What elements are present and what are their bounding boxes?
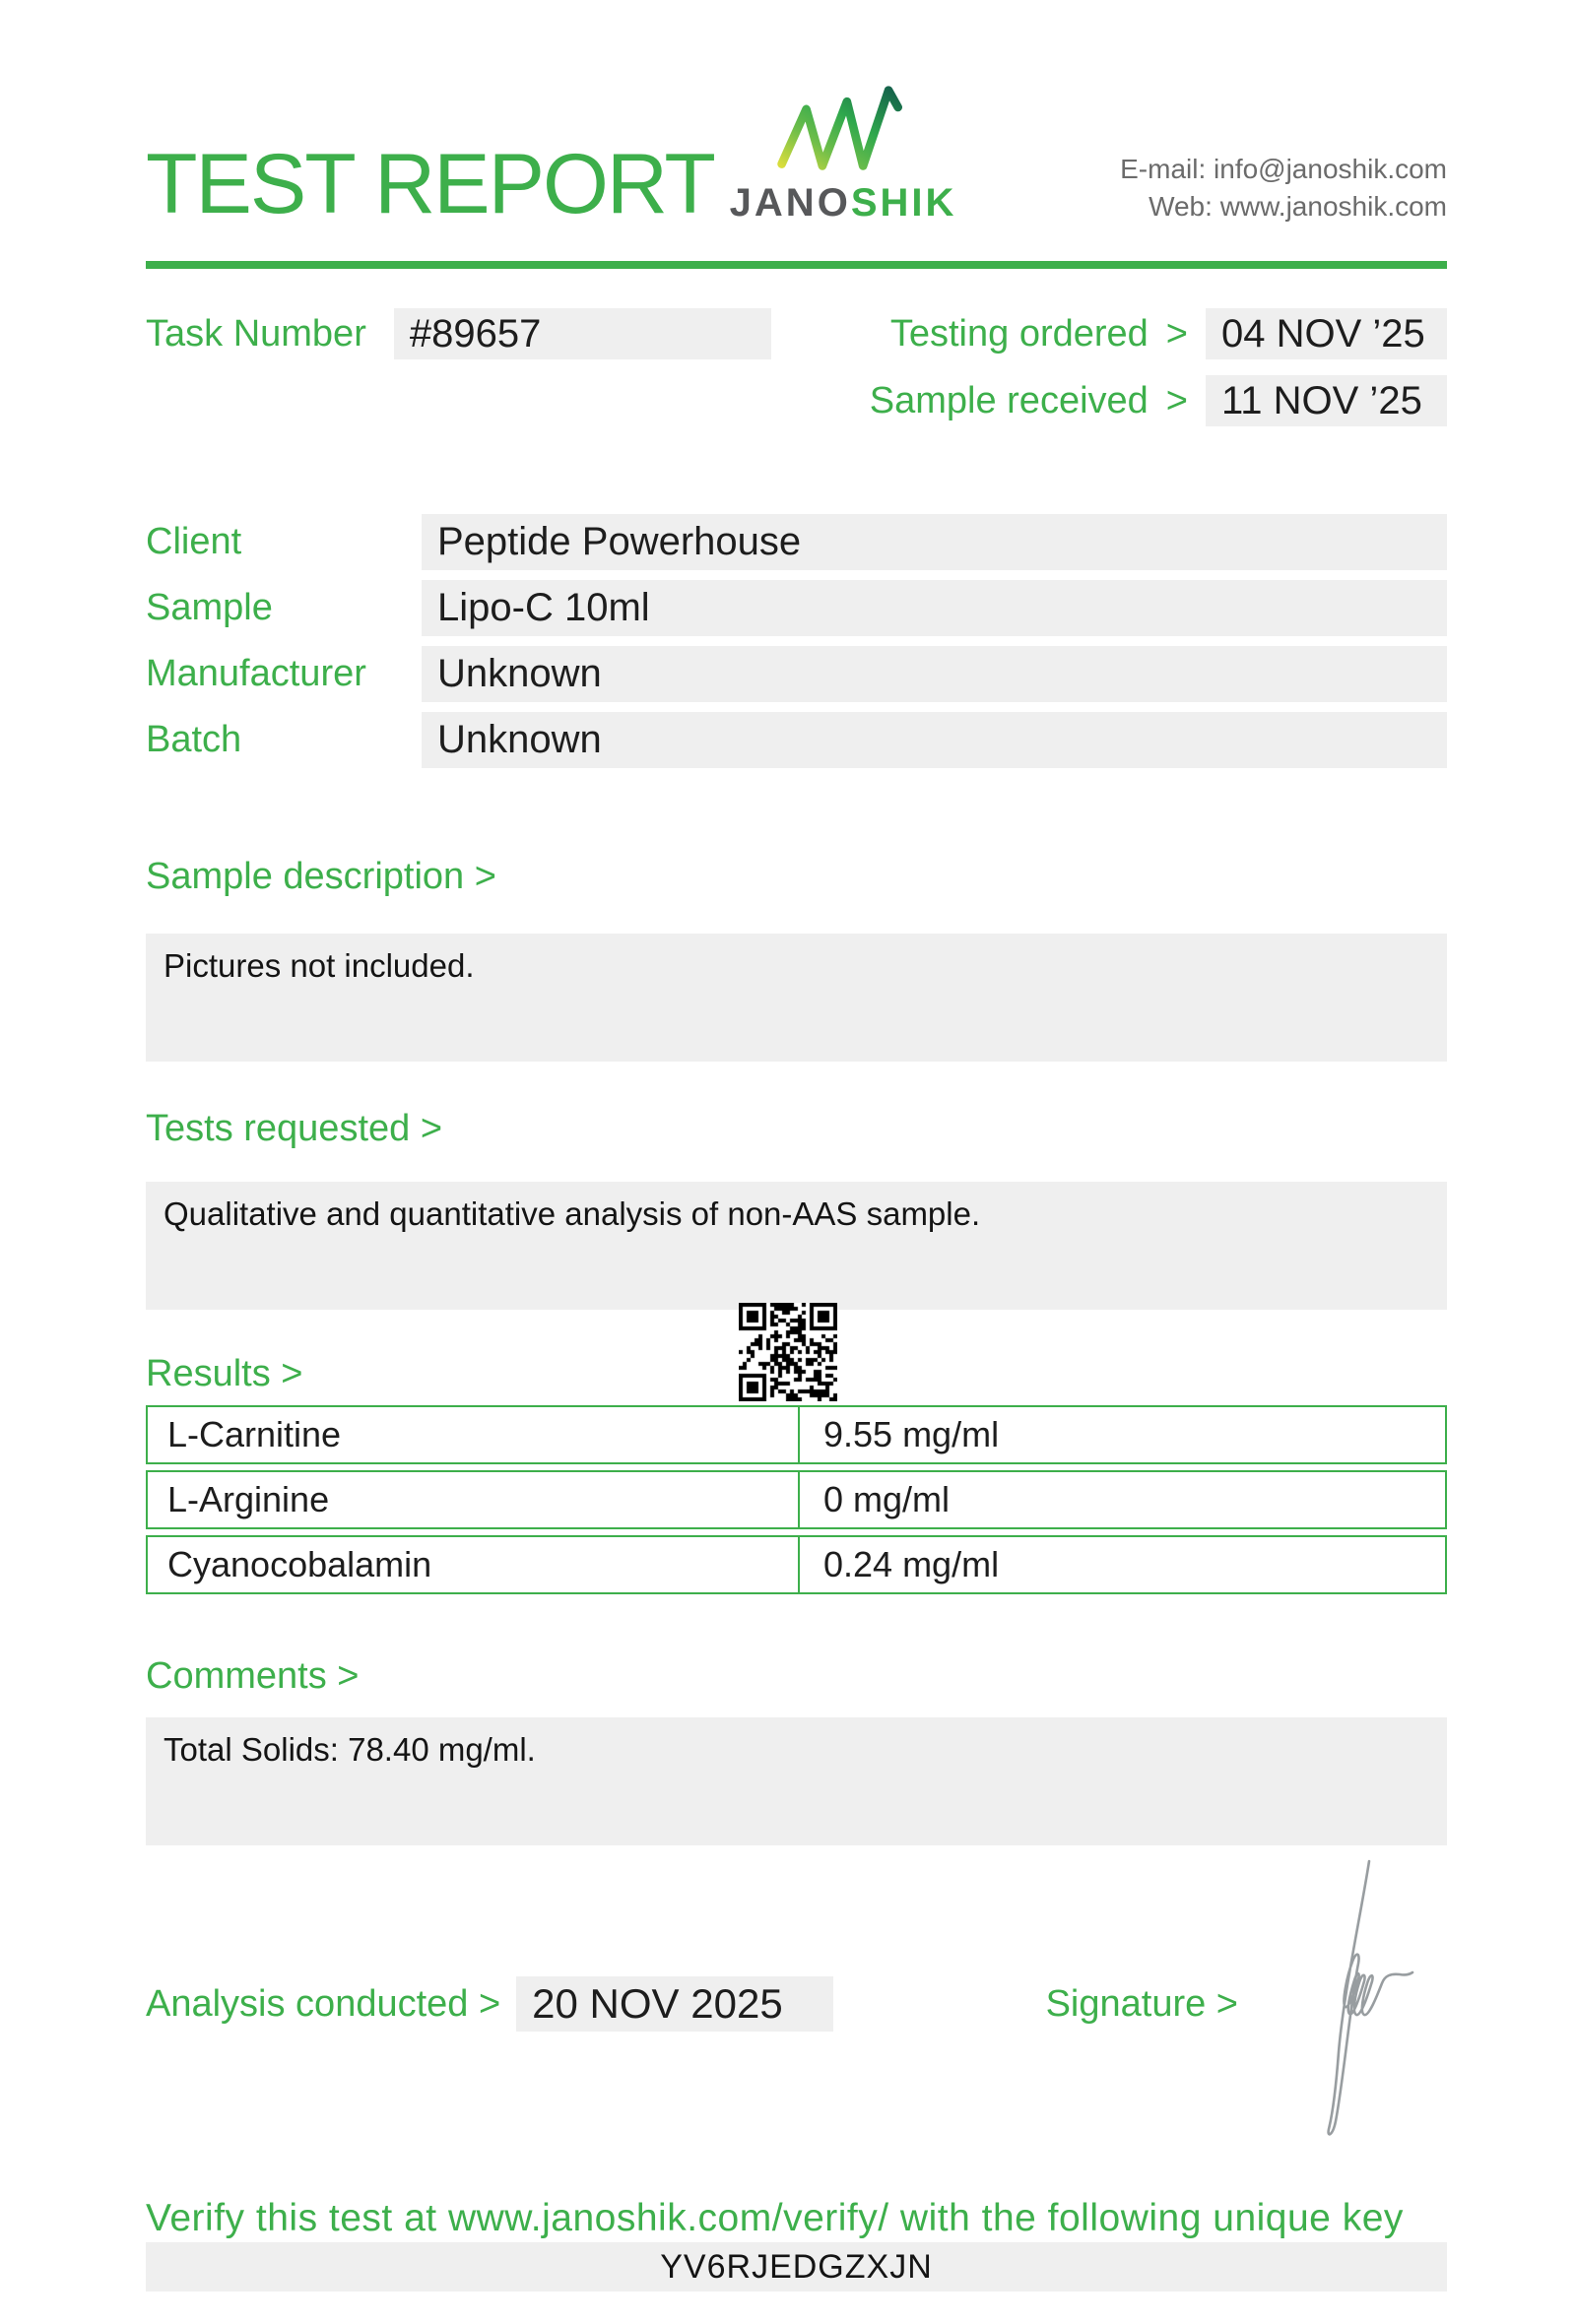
dates-block xyxy=(870,308,1447,426)
batch-value: Unknown xyxy=(422,712,1447,768)
analysis-conducted-label: Analysis conducted > xyxy=(146,1982,501,2025)
sample-received-label: Sample received xyxy=(869,379,1149,421)
results-table xyxy=(146,1405,1447,1594)
table-row xyxy=(146,1470,1447,1529)
contact-email: E-mail: info@janoshik.com xyxy=(1120,154,1447,185)
sample-value: Lipo-C 10ml xyxy=(422,580,1447,636)
tests-requested-body: Qualitative and quantitative analysis of non-AAS sample. xyxy=(146,1182,1447,1310)
client-value: Peptide Powerhouse xyxy=(422,514,1447,570)
testing-ordered-label: Testing ordered xyxy=(889,312,1149,355)
results-heading: Results > xyxy=(146,1353,303,1394)
page-title: TEST REPORT xyxy=(146,137,714,232)
sample-details xyxy=(146,514,1447,768)
comments-heading: Comments > xyxy=(146,1655,360,1697)
client-label: Client xyxy=(146,521,242,562)
sample-received-row xyxy=(870,375,1447,426)
task-number-value: #89657 xyxy=(394,308,771,359)
verify-key: YV6RJEDGZXJN xyxy=(660,2247,933,2286)
table-row xyxy=(146,1535,1447,1594)
brand-logo xyxy=(730,83,957,226)
sample-description-body: Pictures not included. xyxy=(146,934,1447,1062)
analyte-cell: Cyanocobalamin xyxy=(148,1537,800,1592)
analysis-row xyxy=(146,1976,1447,2032)
brand-name xyxy=(730,181,957,226)
analysis-date-value: 20 NOV 2025 xyxy=(516,1976,833,2032)
analyte-cell: L-Arginine xyxy=(148,1472,800,1527)
contact-block xyxy=(1120,151,1447,226)
result-value-cell: 0 mg/ml xyxy=(823,1479,951,1519)
testing-ordered-value: 04 NOV ’25 xyxy=(1206,308,1447,359)
analyte-cell: L-Carnitine xyxy=(148,1407,800,1462)
tests-requested-heading: Tests requested > xyxy=(146,1108,443,1149)
header xyxy=(146,83,1447,232)
signature-image xyxy=(1273,1855,1435,2151)
contact-web: Web: www.janoshik.com xyxy=(1149,191,1447,223)
comments-body: Total Solids: 78.40 mg/ml. xyxy=(146,1717,1447,1845)
manufacturer-label: Manufacturer xyxy=(146,653,366,694)
sample-description-heading: Sample description > xyxy=(146,856,496,897)
testing-ordered-row xyxy=(890,308,1447,359)
brand-name-shik: SHIK xyxy=(850,181,957,225)
meta-section xyxy=(146,308,1447,426)
header-divider xyxy=(146,261,1447,269)
sample-label: Sample xyxy=(146,587,273,628)
result-value-cell: 0.24 mg/ml xyxy=(823,1544,1000,1584)
chevron-icon: > xyxy=(1165,379,1188,421)
detail-row-client xyxy=(146,514,1447,570)
detail-row-manufacturer xyxy=(146,646,1447,702)
detail-row-batch xyxy=(146,712,1447,768)
qr-code xyxy=(739,1303,837,1401)
table-row xyxy=(146,1405,1447,1464)
task-number-label: Task Number xyxy=(146,312,366,355)
manufacturer-value: Unknown xyxy=(422,646,1447,702)
chart-growth-icon xyxy=(769,83,917,177)
verify-instruction: Verify this test at www.janoshik.com/verify/ with the following unique key xyxy=(146,2197,1404,2239)
result-value-cell: 9.55 mg/ml xyxy=(823,1414,1000,1454)
brand-name-jano: JANO xyxy=(729,181,851,225)
signature-label: Signature > xyxy=(1045,1982,1238,2025)
chevron-icon: > xyxy=(1165,312,1188,355)
detail-row-sample xyxy=(146,580,1447,636)
verify-key-badge xyxy=(146,2242,1447,2292)
task-number-row xyxy=(146,308,771,359)
batch-label: Batch xyxy=(146,719,242,760)
sample-received-value: 11 NOV ’25 xyxy=(1206,375,1447,426)
